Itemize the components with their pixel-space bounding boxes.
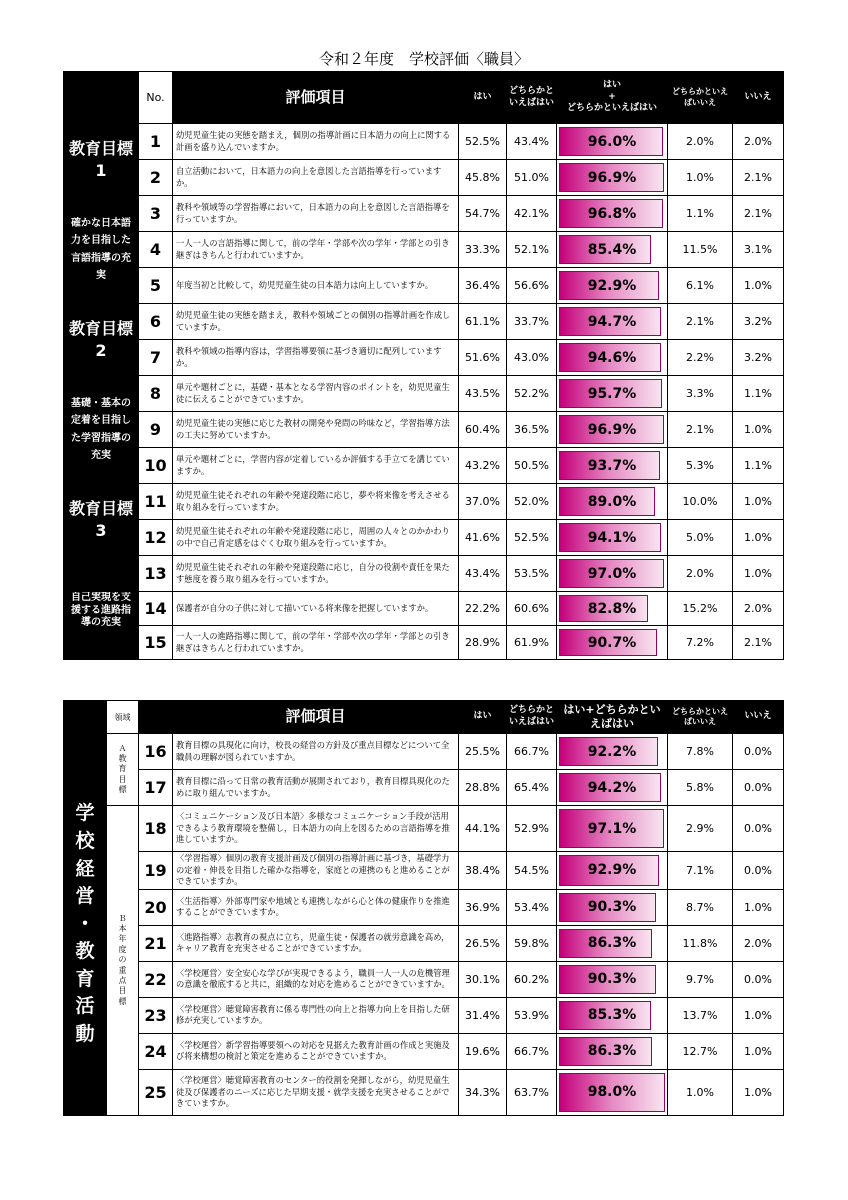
row-number: 25 bbox=[139, 1069, 173, 1115]
rather-no-percent: 7.8% bbox=[668, 734, 733, 770]
rather-yes-percent: 43.0% bbox=[507, 340, 557, 376]
rather-no-percent: 11.8% bbox=[668, 925, 733, 961]
yes-percent: 33.3% bbox=[459, 232, 507, 268]
yes-percent: 61.1% bbox=[459, 304, 507, 340]
no-percent: 3.1% bbox=[733, 232, 784, 268]
category-a-label: Ａ 教 育 目 標 bbox=[107, 734, 139, 806]
no-percent: 1.1% bbox=[733, 448, 784, 484]
total-bar-cell bbox=[557, 448, 668, 484]
yes-percent: 54.7% bbox=[459, 196, 507, 232]
no-percent: 1.0% bbox=[733, 412, 784, 448]
row-number: 13 bbox=[139, 556, 173, 592]
rather-yes-percent: 56.6% bbox=[507, 268, 557, 304]
rather-yes-percent: 52.2% bbox=[507, 376, 557, 412]
no-percent: 0.0% bbox=[733, 734, 784, 770]
rather-no-percent: 15.2% bbox=[668, 592, 733, 626]
no-percent: 2.0% bbox=[733, 925, 784, 961]
table-row bbox=[64, 961, 784, 997]
rather-no-percent: 9.7% bbox=[668, 961, 733, 997]
row-text: 教育目標の具現化に向け，校長の経営の方針及び重点目標などについて全職員の理解が図られていますか。 bbox=[173, 734, 459, 770]
table-row bbox=[64, 1033, 784, 1069]
rather-yes-percent: 43.4% bbox=[507, 124, 557, 160]
rather-no-percent: 2.0% bbox=[668, 556, 733, 592]
row-number: 15 bbox=[139, 626, 173, 660]
total-percent: 94.2% bbox=[587, 779, 637, 796]
table-row bbox=[64, 1069, 784, 1115]
yes-percent: 31.4% bbox=[459, 997, 507, 1033]
total-bar-cell bbox=[557, 520, 668, 556]
total-percent: 90.7% bbox=[587, 634, 637, 651]
evaluation-table-1 bbox=[63, 71, 784, 660]
no-percent: 1.0% bbox=[733, 1069, 784, 1115]
row-number: 4 bbox=[139, 232, 173, 268]
no-percent: 0.0% bbox=[733, 961, 784, 997]
no-percent: 2.1% bbox=[733, 196, 784, 232]
yes-percent: 51.6% bbox=[459, 340, 507, 376]
total-bar-cell bbox=[557, 997, 668, 1033]
row-number: 19 bbox=[139, 852, 173, 890]
row-text: 幼児児童生徒それぞれの年齢や発達段階に応じ，夢や将来像を考えさせる取り組みを行っていますか。 bbox=[173, 484, 459, 520]
total-percent: 92.9% bbox=[587, 277, 637, 294]
row-text: 幼児児童生徒の実態を踏まえ，個別の指導計画に日本語力の向上に関する計画を盛り込んでいますか。 bbox=[173, 124, 459, 160]
goal-title-filler bbox=[64, 556, 139, 592]
no-percent: 1.1% bbox=[733, 376, 784, 412]
rather-yes-percent: 53.4% bbox=[507, 889, 557, 925]
total-percent: 86.3% bbox=[587, 1043, 637, 1060]
goal-subtitle: 自己実現を支 援する進路指 導の充実 bbox=[64, 592, 139, 660]
total-bar-cell bbox=[557, 770, 668, 806]
header-total-2: はい+どちらかとい えばはい bbox=[557, 701, 668, 734]
no-percent: 1.0% bbox=[733, 484, 784, 520]
row-number: 21 bbox=[139, 925, 173, 961]
header-yes: はい bbox=[459, 72, 507, 124]
no-percent: 0.0% bbox=[733, 770, 784, 806]
yes-percent: 44.1% bbox=[459, 806, 507, 852]
total-percent: 96.0% bbox=[587, 133, 637, 150]
yes-percent: 36.9% bbox=[459, 889, 507, 925]
row-text: 〈コミュニケーション及び日本語〉多様なコミュニケーション手段が活用できるよう教育環境を整備し，日本語力の向上を図るための言語指導を推進していますか。 bbox=[173, 806, 459, 852]
total-percent: 85.3% bbox=[587, 1007, 637, 1024]
rather-no-percent: 1.0% bbox=[668, 160, 733, 196]
yes-percent: 28.9% bbox=[459, 626, 507, 660]
total-bar-cell bbox=[557, 196, 668, 232]
row-text: 〈進路指導〉志教育の視点に立ち，児童生徒・保護者の就労意識を高め，キャリア教育を充実させることができていますか。 bbox=[173, 925, 459, 961]
row-number: 22 bbox=[139, 961, 173, 997]
header-no-answer: いいえ bbox=[733, 72, 784, 124]
table-row bbox=[64, 484, 784, 520]
total-percent: 94.6% bbox=[587, 349, 637, 366]
goal-subtitle: 基礎・基本の 定着を目指し た学習指導の 充実 bbox=[64, 376, 139, 484]
table-row bbox=[64, 734, 784, 770]
total-percent: 94.1% bbox=[587, 529, 637, 546]
row-text: 〈学習指導〉個別の教育支援計画及び個別の指導計画に基づき，基礎学力の定着・伸長を目指した確かな指導を，家庭との連携のもと進めることができていますか。 bbox=[173, 852, 459, 890]
rather-yes-percent: 50.5% bbox=[507, 448, 557, 484]
rather-yes-percent: 52.9% bbox=[507, 806, 557, 852]
rather-yes-percent: 54.5% bbox=[507, 852, 557, 890]
header-rather-yes: どちらかと いえばはい bbox=[507, 72, 557, 124]
rather-yes-percent: 36.5% bbox=[507, 412, 557, 448]
total-bar-cell bbox=[557, 734, 668, 770]
header-no: No. bbox=[139, 72, 173, 124]
table-row bbox=[64, 925, 784, 961]
table-row bbox=[64, 340, 784, 376]
rather-no-percent: 2.2% bbox=[668, 340, 733, 376]
yes-percent: 22.2% bbox=[459, 592, 507, 626]
row-number: 18 bbox=[139, 806, 173, 852]
rather-no-percent: 11.5% bbox=[668, 232, 733, 268]
row-number: 17 bbox=[139, 770, 173, 806]
yes-percent: 34.3% bbox=[459, 1069, 507, 1115]
total-percent: 86.3% bbox=[587, 935, 637, 952]
yes-percent: 30.1% bbox=[459, 961, 507, 997]
row-text: 〈学校運営〉聴覚障害教育に係る専門性の向上と指導力向上を目指した研修が充実していますか。 bbox=[173, 997, 459, 1033]
row-number: 10 bbox=[139, 448, 173, 484]
total-bar-cell bbox=[557, 592, 668, 626]
no-percent: 1.0% bbox=[733, 997, 784, 1033]
total-percent: 82.8% bbox=[587, 600, 637, 617]
rather-yes-percent: 42.1% bbox=[507, 196, 557, 232]
rather-yes-percent: 53.9% bbox=[507, 997, 557, 1033]
row-text: 幼児児童生徒それぞれの年齢や発達段階に応じ，周囲の人々とのかかわりの中で自己肯定感をはぐくむ取り組みを行っていますか。 bbox=[173, 520, 459, 556]
table-row bbox=[64, 304, 784, 340]
rather-yes-percent: 66.7% bbox=[507, 1033, 557, 1069]
total-bar-cell bbox=[557, 1033, 668, 1069]
total-bar-cell bbox=[557, 232, 668, 268]
total-bar-cell bbox=[557, 484, 668, 520]
rather-no-percent: 2.1% bbox=[668, 304, 733, 340]
row-number: 8 bbox=[139, 376, 173, 412]
row-number: 24 bbox=[139, 1033, 173, 1069]
table-row bbox=[64, 268, 784, 304]
rather-no-percent: 13.7% bbox=[668, 997, 733, 1033]
table-row bbox=[64, 196, 784, 232]
yes-percent: 36.4% bbox=[459, 268, 507, 304]
total-percent: 97.1% bbox=[587, 820, 637, 837]
total-percent: 94.7% bbox=[587, 313, 637, 330]
row-number: 3 bbox=[139, 196, 173, 232]
row-text: 自立活動において，日本語力の向上を意図した言語指導を行っていますか。 bbox=[173, 160, 459, 196]
rather-yes-percent: 61.9% bbox=[507, 626, 557, 660]
row-number: 20 bbox=[139, 889, 173, 925]
yes-percent: 45.8% bbox=[459, 160, 507, 196]
row-text: 〈学校運営〉安全安心な学びが実現できるよう，職員一人一人の危機管理の意識を徹底すると共に，組織的な対応を進めることができていますか。 bbox=[173, 961, 459, 997]
row-text: 幼児児童生徒の実態に応じた教材の開発や発問の吟味など，学習指導方法の工夫に努めていますか。 bbox=[173, 412, 459, 448]
yes-percent: 28.8% bbox=[459, 770, 507, 806]
header-total: はい + どちらかといえばはい bbox=[557, 72, 668, 124]
total-percent: 93.7% bbox=[587, 457, 637, 474]
table-row bbox=[64, 124, 784, 160]
total-bar-cell bbox=[557, 556, 668, 592]
no-percent: 1.0% bbox=[733, 520, 784, 556]
row-number: 12 bbox=[139, 520, 173, 556]
table-row bbox=[64, 770, 784, 806]
row-text: 教育目標に沿って日常の教育活動が展開されており，教育目標具現化のために取り組んでいますか。 bbox=[173, 770, 459, 806]
rather-no-percent: 5.3% bbox=[668, 448, 733, 484]
table-row bbox=[64, 806, 784, 852]
yes-percent: 26.5% bbox=[459, 925, 507, 961]
row-number: 11 bbox=[139, 484, 173, 520]
row-number: 2 bbox=[139, 160, 173, 196]
total-bar-cell bbox=[557, 160, 668, 196]
yes-percent: 41.6% bbox=[459, 520, 507, 556]
rather-yes-percent: 52.1% bbox=[507, 232, 557, 268]
rather-no-percent: 5.0% bbox=[668, 520, 733, 556]
row-number: 14 bbox=[139, 592, 173, 626]
row-text: 一人一人の進路指導に関して，前の学年・学部や次の学年・学部との引き継ぎはきちんと行われていますか。 bbox=[173, 626, 459, 660]
total-bar-cell bbox=[557, 304, 668, 340]
yes-percent: 19.6% bbox=[459, 1033, 507, 1069]
total-percent: 96.8% bbox=[587, 205, 637, 222]
total-bar-cell bbox=[557, 806, 668, 852]
total-percent: 90.3% bbox=[587, 899, 637, 916]
total-bar-cell bbox=[557, 376, 668, 412]
row-text: 保護者が自分の子供に対して描いている将来像を把握していますか。 bbox=[173, 592, 459, 626]
evaluation-table-2 bbox=[63, 700, 784, 1116]
rather-no-percent: 12.7% bbox=[668, 1033, 733, 1069]
total-bar-cell bbox=[557, 889, 668, 925]
header-yes-2: はい bbox=[459, 701, 507, 734]
row-number: 1 bbox=[139, 124, 173, 160]
rather-yes-percent: 60.2% bbox=[507, 961, 557, 997]
goal-subtitle: 確かな日本語 力を目指した 言語指導の充 実 bbox=[64, 196, 139, 304]
header-blank-2 bbox=[64, 701, 107, 734]
yes-percent: 37.0% bbox=[459, 484, 507, 520]
rather-yes-percent: 53.5% bbox=[507, 556, 557, 592]
row-number: 23 bbox=[139, 997, 173, 1033]
table-row bbox=[64, 556, 784, 592]
rather-yes-percent: 60.6% bbox=[507, 592, 557, 626]
rather-yes-percent: 52.0% bbox=[507, 484, 557, 520]
rather-no-percent: 1.0% bbox=[668, 1069, 733, 1115]
rather-no-percent: 8.7% bbox=[668, 889, 733, 925]
row-number: 6 bbox=[139, 304, 173, 340]
no-percent: 2.0% bbox=[733, 592, 784, 626]
row-text: 〈学校運営〉新学習指導要領への対応を見据えた教育計画の作成と実施及び将来構想の検討と策定を進めることができていますか。 bbox=[173, 1033, 459, 1069]
header-item: 評価項目 bbox=[173, 72, 459, 124]
total-percent: 89.0% bbox=[587, 493, 637, 510]
total-bar-cell bbox=[557, 340, 668, 376]
total-percent: 85.4% bbox=[587, 241, 637, 258]
total-percent: 95.7% bbox=[587, 385, 637, 402]
category-b-label: Ｂ 本 年 度 の 重 点 目 標 bbox=[107, 806, 139, 1116]
table-row bbox=[64, 592, 784, 626]
goal-title: 教育目標 2 bbox=[64, 304, 139, 376]
total-percent: 90.3% bbox=[587, 971, 637, 988]
table-row bbox=[64, 160, 784, 196]
rather-yes-percent: 63.7% bbox=[507, 1069, 557, 1115]
no-percent: 0.0% bbox=[733, 852, 784, 890]
rather-no-percent: 3.3% bbox=[668, 376, 733, 412]
row-text: 年度当初と比較して，幼児児童生徒の日本語力は向上していますか。 bbox=[173, 268, 459, 304]
header-domain: 領域 bbox=[107, 701, 139, 734]
table-row bbox=[64, 232, 784, 268]
row-number: 16 bbox=[139, 734, 173, 770]
row-number: 9 bbox=[139, 412, 173, 448]
yes-percent: 43.4% bbox=[459, 556, 507, 592]
rather-no-percent: 10.0% bbox=[668, 484, 733, 520]
table-row bbox=[64, 626, 784, 660]
rather-yes-percent: 33.7% bbox=[507, 304, 557, 340]
no-percent: 3.2% bbox=[733, 340, 784, 376]
total-percent: 92.9% bbox=[587, 862, 637, 879]
yes-percent: 52.5% bbox=[459, 124, 507, 160]
header-rather-yes-2: どちらかと いえばはい bbox=[507, 701, 557, 734]
rather-no-percent: 5.8% bbox=[668, 770, 733, 806]
header-item-2: 評価項目 bbox=[173, 701, 459, 734]
row-number: 5 bbox=[139, 268, 173, 304]
yes-percent: 60.4% bbox=[459, 412, 507, 448]
rather-no-percent: 2.9% bbox=[668, 806, 733, 852]
header-rather-no: どちらかといえ ばいいえ bbox=[668, 72, 733, 124]
rather-yes-percent: 51.0% bbox=[507, 160, 557, 196]
rather-yes-percent: 52.5% bbox=[507, 520, 557, 556]
rather-no-percent: 7.2% bbox=[668, 626, 733, 660]
table-row bbox=[64, 448, 784, 484]
total-percent: 92.2% bbox=[587, 743, 637, 760]
no-percent: 2.1% bbox=[733, 626, 784, 660]
goal-title: 教育目標 3 bbox=[64, 484, 139, 556]
total-bar-cell bbox=[557, 1069, 668, 1115]
goal-title: 教育目標 1 bbox=[64, 124, 139, 196]
total-percent: 96.9% bbox=[587, 169, 637, 186]
no-percent: 1.0% bbox=[733, 556, 784, 592]
page-title: 令和２年度 学校評価〈職員〉 bbox=[318, 50, 529, 68]
rather-no-percent: 7.1% bbox=[668, 852, 733, 890]
no-percent: 0.0% bbox=[733, 806, 784, 852]
no-percent: 3.2% bbox=[733, 304, 784, 340]
total-bar-cell bbox=[557, 852, 668, 890]
row-text: 単元や題材ごとに，学習内容が定着しているか評価する手立てを講じていますか。 bbox=[173, 448, 459, 484]
header-no-blank bbox=[139, 701, 173, 734]
total-percent: 97.0% bbox=[587, 565, 637, 582]
no-percent: 1.0% bbox=[733, 1033, 784, 1069]
table-row bbox=[64, 520, 784, 556]
header-blank bbox=[64, 72, 139, 124]
table-row bbox=[64, 852, 784, 890]
row-number: 7 bbox=[139, 340, 173, 376]
yes-percent: 43.5% bbox=[459, 376, 507, 412]
table-row bbox=[64, 889, 784, 925]
no-percent: 2.0% bbox=[733, 124, 784, 160]
table-row bbox=[64, 412, 784, 448]
rather-no-percent: 1.1% bbox=[668, 196, 733, 232]
total-bar-cell bbox=[557, 961, 668, 997]
row-text: 一人一人の言語指導に関して，前の学年・学部や次の学年・学部との引き継ぎはきちんと行われていますか。 bbox=[173, 232, 459, 268]
yes-percent: 38.4% bbox=[459, 852, 507, 890]
table-row bbox=[64, 997, 784, 1033]
row-text: 幼児児童生徒それぞれの年齢や発達段階に応じ，自分の役割や責任を果たす態度を養う取り組みを行っていますか。 bbox=[173, 556, 459, 592]
area-label: 学 校 経 営 ・ 教 育 活 動 bbox=[64, 734, 107, 1116]
rather-no-percent: 6.1% bbox=[668, 268, 733, 304]
row-text: 幼児児童生徒の実態を踏まえ，教科や領域ごとの個別の指導計画を作成していますか。 bbox=[173, 304, 459, 340]
header-no-answer-2: いいえ bbox=[733, 701, 784, 734]
yes-percent: 25.5% bbox=[459, 734, 507, 770]
total-bar-cell bbox=[557, 626, 668, 660]
row-text: 教科や領域の指導内容は，学習指導要領に基づき適切に配列していますか。 bbox=[173, 340, 459, 376]
rather-no-percent: 2.0% bbox=[668, 124, 733, 160]
row-text: 〈生活指導〉外部専門家や地域とも連携しながら心と体の健康作りを推進することができていますか。 bbox=[173, 889, 459, 925]
rather-yes-percent: 59.8% bbox=[507, 925, 557, 961]
no-percent: 1.0% bbox=[733, 889, 784, 925]
row-text: 単元や題材ごとに，基礎・基本となる学習内容のポイントを，幼児児童生徒に伝えることができていますか。 bbox=[173, 376, 459, 412]
no-percent: 1.0% bbox=[733, 268, 784, 304]
rather-no-percent: 2.1% bbox=[668, 412, 733, 448]
total-bar-cell bbox=[557, 412, 668, 448]
row-text: 教科や領域等の学習指導において，日本語力の向上を意図した言語指導を行っていますか。 bbox=[173, 196, 459, 232]
total-percent: 98.0% bbox=[587, 1084, 637, 1101]
rather-yes-percent: 65.4% bbox=[507, 770, 557, 806]
total-percent: 96.9% bbox=[587, 421, 637, 438]
row-text: 〈学校運営〉聴覚障害教育のセンター的役割を発揮しながら，幼児児童生徒及び保護者のニーズに応じた早期支援・就学支援を充実させることができていますか。 bbox=[173, 1069, 459, 1115]
rather-yes-percent: 66.7% bbox=[507, 734, 557, 770]
total-bar-cell bbox=[557, 268, 668, 304]
total-bar-cell bbox=[557, 124, 668, 160]
total-bar-cell bbox=[557, 925, 668, 961]
no-percent: 2.1% bbox=[733, 160, 784, 196]
yes-percent: 43.2% bbox=[459, 448, 507, 484]
table-row bbox=[64, 376, 784, 412]
header-rather-no-2: どちらかといえ ばいいえ bbox=[668, 701, 733, 734]
